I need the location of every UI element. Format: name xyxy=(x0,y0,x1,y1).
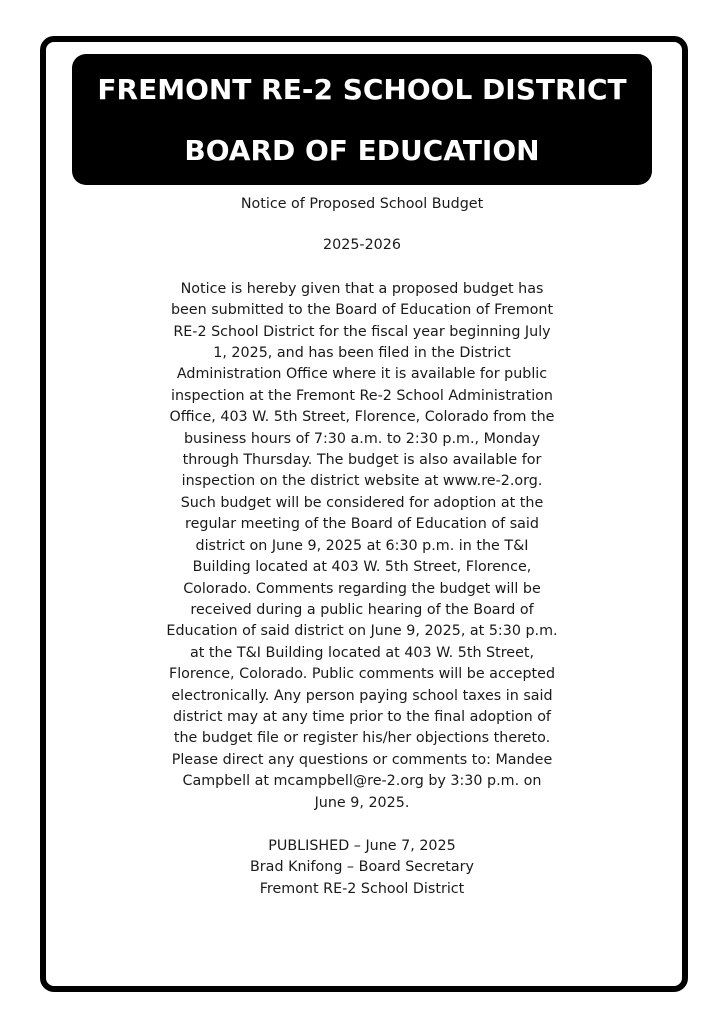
published-date: PUBLISHED – June 7, 2025 xyxy=(268,837,456,854)
header-title-line-1: FREMONT RE-2 SCHOOL DISTRICT xyxy=(97,72,627,106)
publication-block xyxy=(166,836,558,900)
notice-body: Notice is hereby given that a proposed budget has been submitted to the Board of Education of Fremont RE-2 School District for the fiscal year beginning July 1, 2025, and has been filed in the District Administration Office where it is available for public inspection at the Fremont Re-2 School Administration Office, 403 W. 5th Street, Florence, Colorado from the business hours of 7:30 a.m. to 2:30 p.m., Monday through Thursday. The budget is also available for inspection on the district website at www.re-2.org. Such budget will be considered for adoption at the regular meeting of the Board of Education of said district on June 9, 2025 at 6:30 p.m. in the T&I Building located at 403 W. 5th Street, Florence, Colorado. Comments regarding the budget will be received during a public hearing of the Board of Education of said district on June 9, 2025, at 5:30 p.m. at the T&I Building located at 403 W. 5th Street, Florence, Colorado. Public comments will be accepted electronically. Any person paying school taxes in said district may at any time prior to the final adoption of the budget file or register his/her objections thereto. Please direct any questions or comments to: Mandee Campbell at mcampbell@re-2.org by 3:30 p.m. on June 9, 2025. xyxy=(166,280,558,811)
notice-content xyxy=(166,194,558,900)
district-name: Fremont RE-2 School District xyxy=(259,880,465,897)
fiscal-year: 2025-2026 xyxy=(323,237,401,254)
header-banner xyxy=(72,54,652,185)
header-title-line-2: BOARD OF EDUCATION xyxy=(184,133,540,167)
notice-subtitle: Notice of Proposed School Budget xyxy=(240,196,484,212)
board-secretary: Brad Knifong – Board Secretary xyxy=(250,859,474,876)
